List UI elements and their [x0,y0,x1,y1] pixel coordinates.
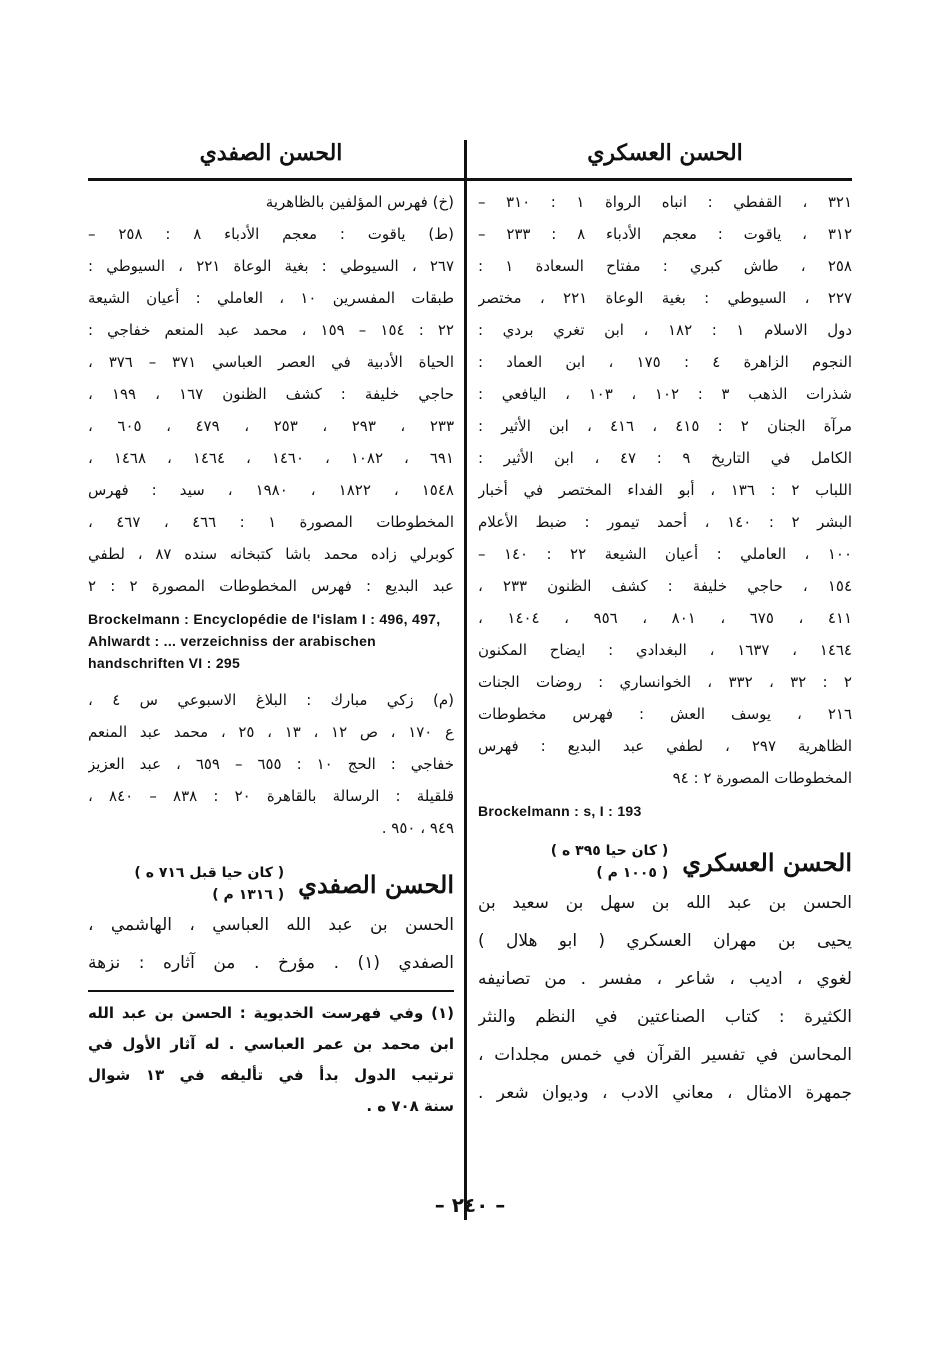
text-line: ١٥٤٨ ، ١٨٢٢ ، ١٩٨٠ ، سيد : فهرس [88,481,454,499]
text-line: ٩٤٩ ، ٩٥٠ . [381,819,454,837]
entry-line: المحاسن في تفسير القرآن في خمس مجلدات ، [478,1045,852,1065]
entry-line: الحسن بن عبد الله بن سهل بن سعيد بن [478,893,852,913]
entry-body [478,884,852,1112]
footnote [88,998,454,1122]
entry-heading [478,840,852,884]
text-line: ٢ : ٣٢ ، ٣٣٢ ، الخوانساري : روضات الجنات [478,673,852,691]
text-line: الحياة الأدبية في العصر العباسي ٣٧١ – ٣٧٦ ، [88,353,454,371]
text-line: النجوم الزاهرة ٤ : ١٧٥ ، ابن العماد : [478,353,852,371]
text-line: ٣٢١ ، القفطي : انباه الرواة ١ : ٣١٠ – [478,193,852,211]
text-line: ٢٢٧ ، السيوطي : بغية الوعاة ٢٢١ ، مختصر [478,289,852,307]
footnote-line: ترتيب الدول بدأ في تأليفه في ١٣ شوال [88,1066,454,1084]
text-line: ٢٥٨ ، طاش كبري : مفتاح السعادة ١ : [478,257,852,275]
entry-name: الحسن الصفدي [298,869,454,899]
entry-dates [551,840,669,884]
footnote-line: سنة ٧٠٨ ه . [366,1097,454,1115]
text-line: حاجي خليفة : كشف الظنون ١٦٧ ، ١٩٩ ، [88,385,454,403]
text-line: خفاجي : الحج ١٠ : ٦٥٥ – ٦٥٩ ، عبد العزيز [88,755,454,773]
entry-date-gregorian: ( ١٠٠٥ م ) [596,865,669,881]
footnote-line: (١) وفي فهرست الخديوية : الحسن بن عبد الله [88,1004,454,1022]
text-line: الظاهرية ٢٩٧ ، لطفي عبد البديع : فهرس [478,737,852,755]
right-column-header: الحسن العسكري [587,140,743,166]
text-line: ٢٣٣ ، ٢٩٣ ، ٢٥٣ ، ٤٧٩ ، ٦٠٥ ، [88,417,454,435]
left-column [88,130,454,1122]
page-number: – ٢٤٠ – [434,1193,506,1217]
text-line: طبقات المفسرين ١٠ ، العاملي : أعيان الشيعة [88,289,454,307]
entry-line: لغوي ، اديب ، شاعر ، مفسر . من تصانيفه [478,969,852,989]
text-line: ٢٦٧ ، السيوطي : بغية الوعاة ٢٢١ ، السيوطي : [88,257,454,275]
book-page [88,130,852,1220]
text-line: اللباب ٢ : ١٣٦ ، أبو الفداء المختصر في أخبار [478,481,852,499]
text-line: المخطوطات المصورة ١ : ٤٦٦ ، ٤٦٧ ، [88,513,454,531]
text-line: كوبرلي زاده محمد باشا كتبخانه سنده ٨٧ ، لطفي [88,545,454,563]
references-right [478,186,852,822]
text-line: ٣١٢ ، ياقوت : معجم الأدباء ٨ : ٢٣٣ – [478,225,852,243]
text-line: ١٠٠ ، العاملي : أعيان الشيعة ٢٢ : ١٤٠ – [478,545,852,563]
right-column [478,130,852,1112]
entry-line: جمهرة الامثال ، معاني الادب ، وديوان شعر . [478,1083,852,1103]
entry-line: الصفدي (١) . مؤرخ . من آثاره : نزهة [88,953,454,973]
latin-reference: Brockelmann : Encyclopédie de l'islam I : 496, 497, Ahlwardt : ... verzeichniss der arabischen handschriften VI : 295 [88,611,441,671]
entry-line: الحسن بن عبد الله العباسي ، الهاشمي ، [88,915,454,935]
text-line: (خ) فهرس المؤلفين بالظاهرية [265,193,454,211]
text-line: ع ١٧٠ ، ص ١٢ ، ١٣ ، ٢٥ ، محمد عبد المنعم [88,723,454,741]
text-line: ١٥٤ ، حاجي خليفة : كشف الظنون ٢٣٣ ، [478,577,852,595]
text-line: ٦٩١ ، ١٠٨٢ ، ١٤٦٠ ، ١٤٦٤ ، ١٤٦٨ ، [88,449,454,467]
footnote-rule [88,990,454,992]
entry-heading [88,862,454,906]
text-line: ٤١١ ، ٦٧٥ ، ٨٠١ ، ٩٥٦ ، ١٤٠٤ ، [478,609,852,627]
text-line: عبد البديع : فهرس المخطوطات المصورة ٢ : ٢ [88,577,454,595]
references-left [88,186,454,844]
entry-date-hijri: ( كان حيا ٣٩٥ ه ) [550,843,669,859]
text-line: الكامل في التاريخ ٩ : ٤٧ ، ابن الأثير : [478,449,852,467]
text-line: (م) زكي مبارك : البلاغ الاسبوعي س ٤ ، [88,691,454,709]
column-divider [464,140,467,1220]
entry-date-hijri: ( كان حيا قبل ٧١٦ ه ) [134,865,285,881]
entry-body [88,906,454,982]
entry-line: يحيى بن مهران العسكري ( ابو هلال ) [478,931,852,951]
latin-reference: Brockelmann : s, I : 193 [478,803,642,819]
text-line: مرآة الجنان ٢ : ٤١٥ ، ٤١٦ ، ابن الأثير : [478,417,852,435]
text-line: دول الاسلام ١ : ١٨٢ ، ابن تغري بردي : [478,321,852,339]
text-line: قلقيلة : الرسالة بالقاهرة ٢٠ : ٨٣٨ – ٨٤٠ ، [88,787,454,805]
footnote-line: ابن محمد بن عمر العباسي . له آثار الأول في [88,1035,454,1053]
text-line: شذرات الذهب ٣ : ١٠٢ ، ١٠٣ ، اليافعي : [478,385,852,403]
text-line: ٢١٦ ، يوسف العش : فهرس مخطوطات [478,705,852,723]
entry-dates [134,862,284,906]
left-column-header: الحسن الصفدي [199,140,343,166]
entry-line: الكثيرة : كتاب الصناعتين في النظم والنثر [478,1007,852,1027]
text-line: ٢٢ : ١٥٤ – ١٥٩ ، محمد عبد المنعم خفاجي : [88,321,454,339]
entry-date-gregorian: ( ١٣١٦ م ) [212,887,285,903]
text-line: (ط) ياقوت : معجم الأدباء ٨ : ٢٥٨ – [88,225,454,243]
text-line: المخطوطات المصورة ٢ : ٩٤ [672,769,852,787]
text-line: ١٤٦٤ ، ١٦٣٧ ، البغدادي : ايضاح المكنون [478,641,852,659]
entry-name: الحسن العسكري [682,847,852,877]
text-line: البشر ٢ : ١٤٠ ، أحمد تيمور : ضبط الأعلام [478,513,852,531]
